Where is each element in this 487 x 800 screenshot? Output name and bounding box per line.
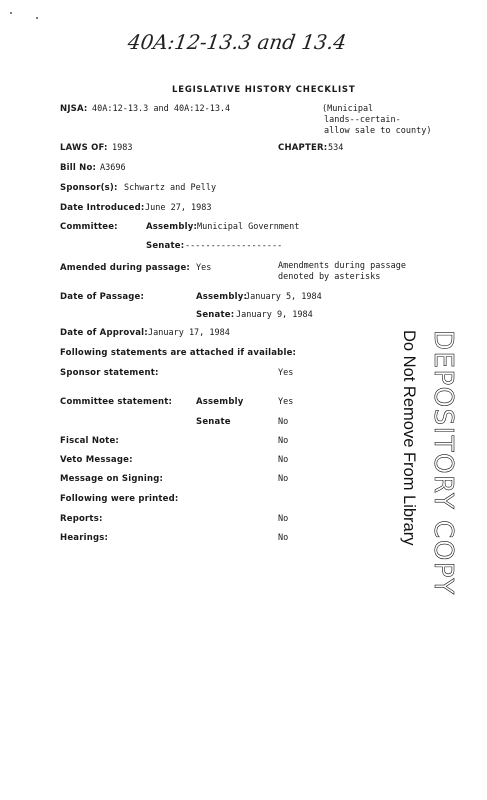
passage-senate-label: Senate: <box>196 310 235 320</box>
following-attached-heading: Following statements are attached if available: <box>60 348 297 358</box>
date-of-approval-value: January 17, 1984 <box>148 328 230 338</box>
scan-speck <box>36 17 38 19</box>
hearings-label: Hearings: <box>60 533 109 543</box>
do-not-remove-stamp: Do Not Remove From Library <box>400 330 418 546</box>
committee-label: Committee: <box>60 222 118 232</box>
committee-statement-senate-label: Senate <box>196 417 231 427</box>
date-introduced-value: June 27, 1983 <box>145 203 212 213</box>
committee-assembly-label: Assembly: <box>146 222 198 232</box>
sponsor-statement-value: Yes <box>278 368 294 378</box>
chapter-label: CHAPTER: <box>278 143 328 153</box>
following-printed-heading: Following were printed: <box>60 494 179 504</box>
laws-of-value: 1983 <box>112 143 133 153</box>
bill-no-label: Bill No: <box>60 163 97 173</box>
veto-message-value: No <box>278 455 289 465</box>
date-introduced-label: Date Introduced: <box>60 203 145 213</box>
committee-statement-senate-value: No <box>278 417 289 427</box>
committee-senate-value: ------------------- <box>185 241 283 251</box>
fiscal-note-label: Fiscal Note: <box>60 436 120 446</box>
committee-statement-assembly-label: Assembly <box>196 397 244 407</box>
committee-senate-label: Senate: <box>146 241 185 251</box>
amended-note-line: Amendments during passage <box>278 261 406 271</box>
date-of-passage-label: Date of Passage: <box>60 292 145 302</box>
passage-assembly-label: Assembly: <box>196 292 248 302</box>
message-on-signing-label: Message on Signing: <box>60 474 164 484</box>
njsa-value: 40A:12-13.3 and 40A:12-13.4 <box>92 104 231 114</box>
njsa-note-line: lands--certain- <box>324 115 401 125</box>
hearings-value: No <box>278 533 289 543</box>
committee-assembly-value: Municipal Government <box>197 222 300 232</box>
sponsor-statement-label: Sponsor statement: <box>60 368 159 378</box>
depository-copy-stamp: DEPOSITORY COPY <box>428 330 458 596</box>
scan-speck <box>10 12 12 14</box>
chapter-value: 534 <box>328 143 344 153</box>
sponsors-label: Sponsor(s): <box>60 183 118 193</box>
laws-of-label: LAWS OF: <box>60 143 108 153</box>
date-of-approval-label: Date of Approval: <box>60 328 148 338</box>
veto-message-label: Veto Message: <box>60 455 133 465</box>
njsa-note-line: (Municipal <box>322 104 374 114</box>
reports-label: Reports: <box>60 514 103 524</box>
handwritten-note: 40A:12-13.3 and 13.4 <box>126 30 348 54</box>
amended-label: Amended during passage: <box>60 263 191 273</box>
njsa-note-line: allow sale to county) <box>324 126 432 136</box>
fiscal-note-value: No <box>278 436 289 446</box>
message-on-signing-value: No <box>278 474 289 484</box>
bill-no-value: A3696 <box>100 163 126 173</box>
passage-senate-value: January 9, 1984 <box>236 310 313 320</box>
page-title: LEGISLATIVE HISTORY CHECKLIST <box>172 85 356 95</box>
committee-statement-assembly-value: Yes <box>278 397 294 407</box>
passage-assembly-value: January 5, 1984 <box>245 292 322 302</box>
amended-value: Yes <box>196 263 212 273</box>
sponsors-value: Schwartz and Pelly <box>124 183 217 193</box>
reports-value: No <box>278 514 289 524</box>
njsa-label: NJSA: <box>60 104 88 114</box>
amended-note-line: denoted by asterisks <box>278 272 381 282</box>
committee-statement-label: Committee statement: <box>60 397 173 407</box>
